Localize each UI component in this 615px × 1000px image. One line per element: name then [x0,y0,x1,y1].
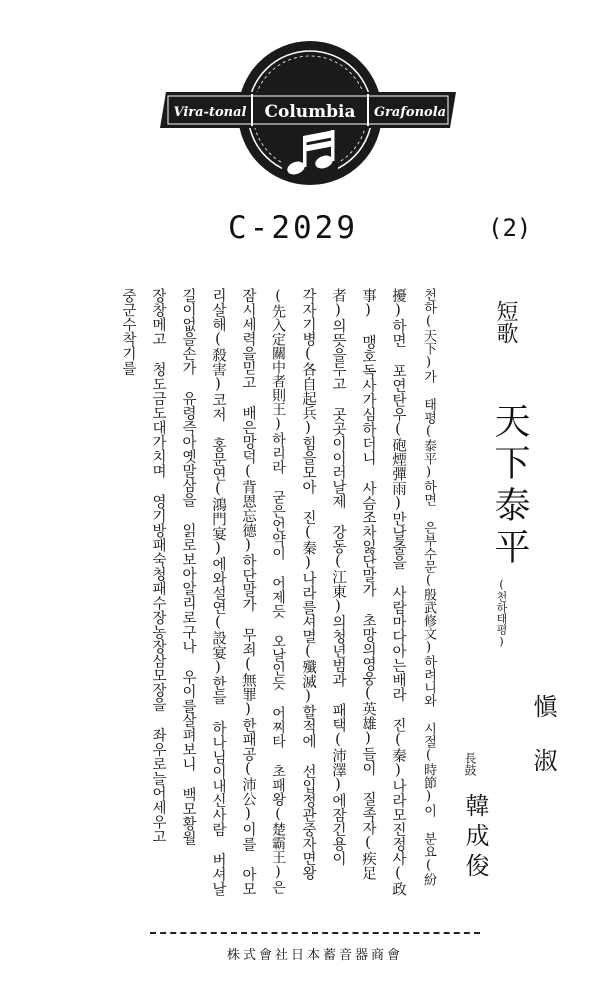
lyric-column: 잠시세력을믿고 배은망덕(背恩忘德)하단말가 무죄(無罪)한패공(沛公)이를 아모 [240,288,256,896]
side-number: (2) [488,214,532,242]
catalog-number: C-2029 [228,210,358,246]
genre-label: 短歌 [493,300,518,344]
lyric-column: 者)의뜻을두고 곳곳이이러날제 강동(江東)의청년범과 패택(沛澤)에잠긴용이 [330,288,346,866]
performer-role: 長鼓 [463,752,477,776]
lyric-column: 擾)하면 포연탄우(砲煙彈雨)만날줄을 사람마다아는배라 진(秦)나라모진정사(政 [390,288,406,896]
lyric-column: 중군수착기를 [120,288,136,375]
logo-left-text: Vira-tonal [173,105,247,120]
song-title: 天下泰平 [489,402,530,570]
lyric-column: 각자기병(各自起兵)힘을모아 진(秦)나라를셔멸(殲滅)할적에 선입정관중자면왕 [300,288,316,880]
lyric-column: 길이없을손가 유령즉아옛말삼을 읽로보아알리로구나 우이를살펴보니 백모황월 [180,288,196,845]
logo-center-text: Columbia [264,102,356,122]
performer-name: 韓成俊 [461,793,489,883]
logo-right-text: Grafonola [373,105,447,120]
lyric-column: 事) 맹호독사가심하더니 사슴조차잃단말가 초망의영웅(英雄)들이 질족자(疾足 [360,288,376,880]
lyric-column: 리살해(殺害)코저 홍문연(鴻門宴)에와설연(設宴)한들 하나님이내신사람 버셔날 [210,288,226,896]
lyric-column: 장창메고 청도금도대가치며 영기방패숙청패수장농장삼모장을 좌우로늘어세우고 [150,288,166,844]
lyric-column: (先入定關中者則王)하리라 굳은언약이 어제듯 오날인듯 어찌타 초패왕(楚霸王)은 [270,288,286,894]
title-reading: (천하태평) [495,578,508,648]
publisher-footer: 株式會社日本蓄音器商會 [226,948,403,963]
song-subtitle: 愼淑 [529,694,557,802]
lyric-column: 천하(天下)가 태평(泰平)하면 은부수문(殷武修文)하려니와 시절(時節)이 분요(紛 [421,288,436,886]
double-music-note-icon [282,130,338,178]
columbia-logo [160,38,460,188]
footer-divider [150,932,480,934]
